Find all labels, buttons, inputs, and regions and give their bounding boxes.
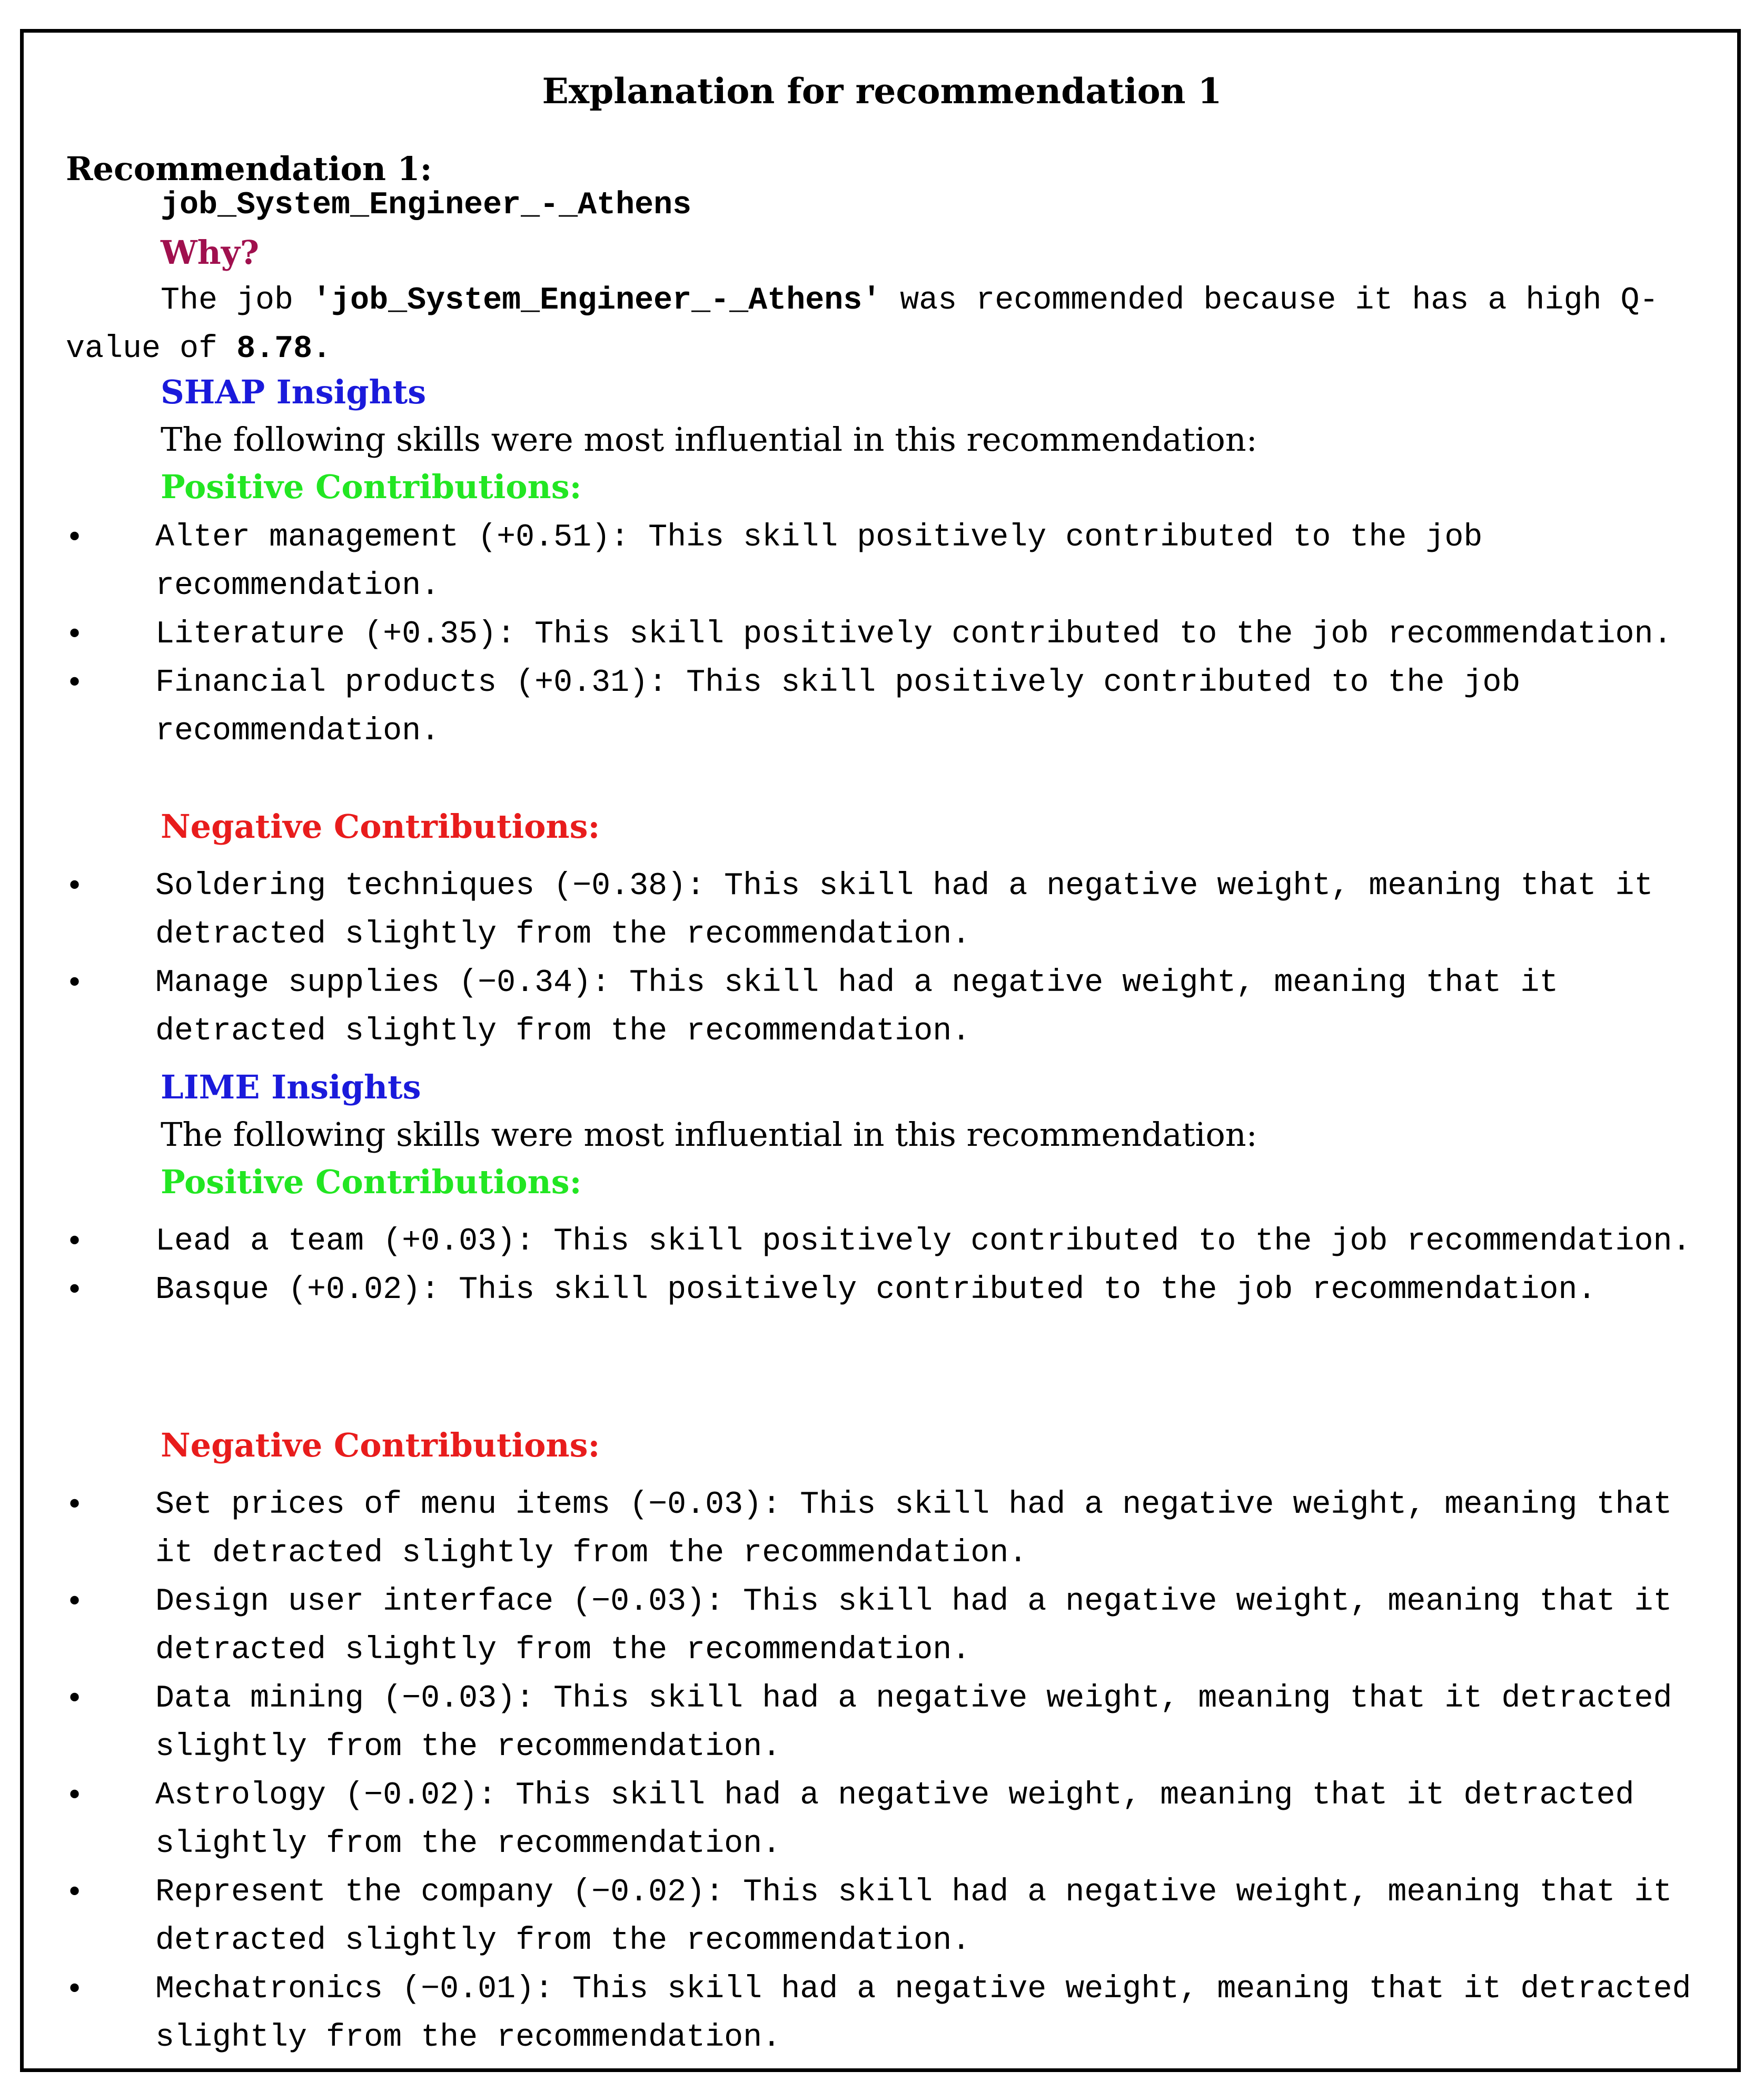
list-item [66, 1481, 1714, 1578]
why-suffix: . [312, 331, 332, 367]
list-item [66, 513, 1714, 610]
bullet-icon: • [66, 1681, 84, 1716]
why-middle: was recommended because it has a high Q-value of [66, 283, 1659, 367]
list-item-text: Basque (+0.02): This skill positively contributed to the job recommendation. [155, 1272, 1597, 1308]
lime-positive-list [66, 1217, 1714, 1314]
lime-intro: The following skills were most influential in this recommendation: [161, 1115, 1257, 1154]
lime-negative-heading: Negative Contributions: [161, 1426, 600, 1464]
list-item-text: Data mining (−0.03): This skill had a negative weight, meaning that it detracted slightly from the recommendation. [155, 1681, 1672, 1765]
list-item-text: Literature (+0.35): This skill positively contributed to the job recommendation. [155, 617, 1672, 652]
why-explanation [66, 276, 1709, 373]
shap-heading: SHAP Insights [161, 373, 427, 411]
lime-positive-heading: Positive Contributions: [161, 1163, 582, 1201]
list-item-text: Astrology (−0.02): This skill had a negative weight, meaning that it detracted slightly from the recommendation. [155, 1778, 1634, 1862]
shap-positive-heading: Positive Contributions: [161, 468, 582, 506]
list-item [66, 959, 1714, 1056]
list-item-text: Alter management (+0.51): This skill positively contributed to the job recommendation. [155, 520, 1483, 604]
list-item-text: Mechatronics (−0.01): This skill had a negative weight, meaning that it detracted slightly from the recommendation. [155, 1971, 1691, 2056]
q-value: 8.78 [236, 331, 313, 367]
why-job: 'job_System_Engineer_-_Athens' [312, 283, 881, 319]
bullet-icon: • [66, 666, 84, 700]
why-prefix: The job [161, 283, 313, 319]
shap-negative-list [66, 862, 1714, 1056]
list-item [66, 1771, 1714, 1868]
job-id: job_System_Engineer_-_Athens [161, 187, 692, 223]
list-item [66, 1868, 1714, 1965]
list-item [66, 1965, 1714, 2062]
list-item [66, 659, 1714, 756]
shap-intro: The following skills were most influential in this recommendation: [161, 420, 1257, 459]
list-item-text: Manage supplies (−0.34): This skill had a negative weight, meaning that it detracted slightly from the recommendation. [155, 965, 1559, 1049]
list-item-text: Set prices of menu items (−0.03): This skill had a negative weight, meaning that it detracted slightly from the recommendation. [155, 1487, 1672, 1571]
bullet-icon: • [66, 869, 84, 903]
lime-negative-list [66, 1481, 1714, 2062]
list-item [66, 1578, 1714, 1674]
list-item-text: Represent the company (−0.02): This skill had a negative weight, meaning that it detracted slightly from the recommendation. [155, 1875, 1672, 1959]
list-item [66, 1266, 1714, 1314]
bullet-icon: • [66, 1224, 84, 1258]
bullet-icon: • [66, 520, 84, 554]
list-item-text: Design user interface (−0.03): This skill had a negative weight, meaning that it detracted slightly from the recommendation. [155, 1584, 1672, 1668]
list-item [66, 1674, 1714, 1771]
list-item-text: Soldering techniques (−0.38): This skill had a negative weight, meaning that it detracted slightly from the recommendation. [155, 868, 1653, 953]
list-item-text: Financial products (+0.31): This skill positively contributed to the job recommendation. [155, 665, 1521, 749]
bullet-icon: • [66, 1778, 84, 1812]
list-item-text: Lead a team (+0.03): This skill positively contributed to the job recommendation. [155, 1224, 1691, 1260]
bullet-icon: • [66, 1273, 84, 1307]
list-item [66, 1217, 1714, 1266]
bullet-icon: • [66, 1584, 84, 1619]
bullet-icon: • [66, 617, 84, 651]
list-item [66, 862, 1714, 959]
list-item [66, 610, 1714, 659]
bullet-icon: • [66, 1972, 84, 2006]
bullet-icon: • [66, 1875, 84, 1909]
page-title: Explanation for recommendation 1 [542, 71, 1222, 112]
bullet-icon: • [66, 966, 84, 1000]
bullet-icon: • [66, 1488, 84, 1522]
why-heading: Why? [161, 233, 260, 272]
shap-negative-heading: Negative Contributions: [161, 807, 600, 846]
shap-positive-list [66, 513, 1714, 756]
lime-heading: LIME Insights [161, 1068, 421, 1106]
recommendation-label: Recommendation 1: [66, 150, 432, 188]
